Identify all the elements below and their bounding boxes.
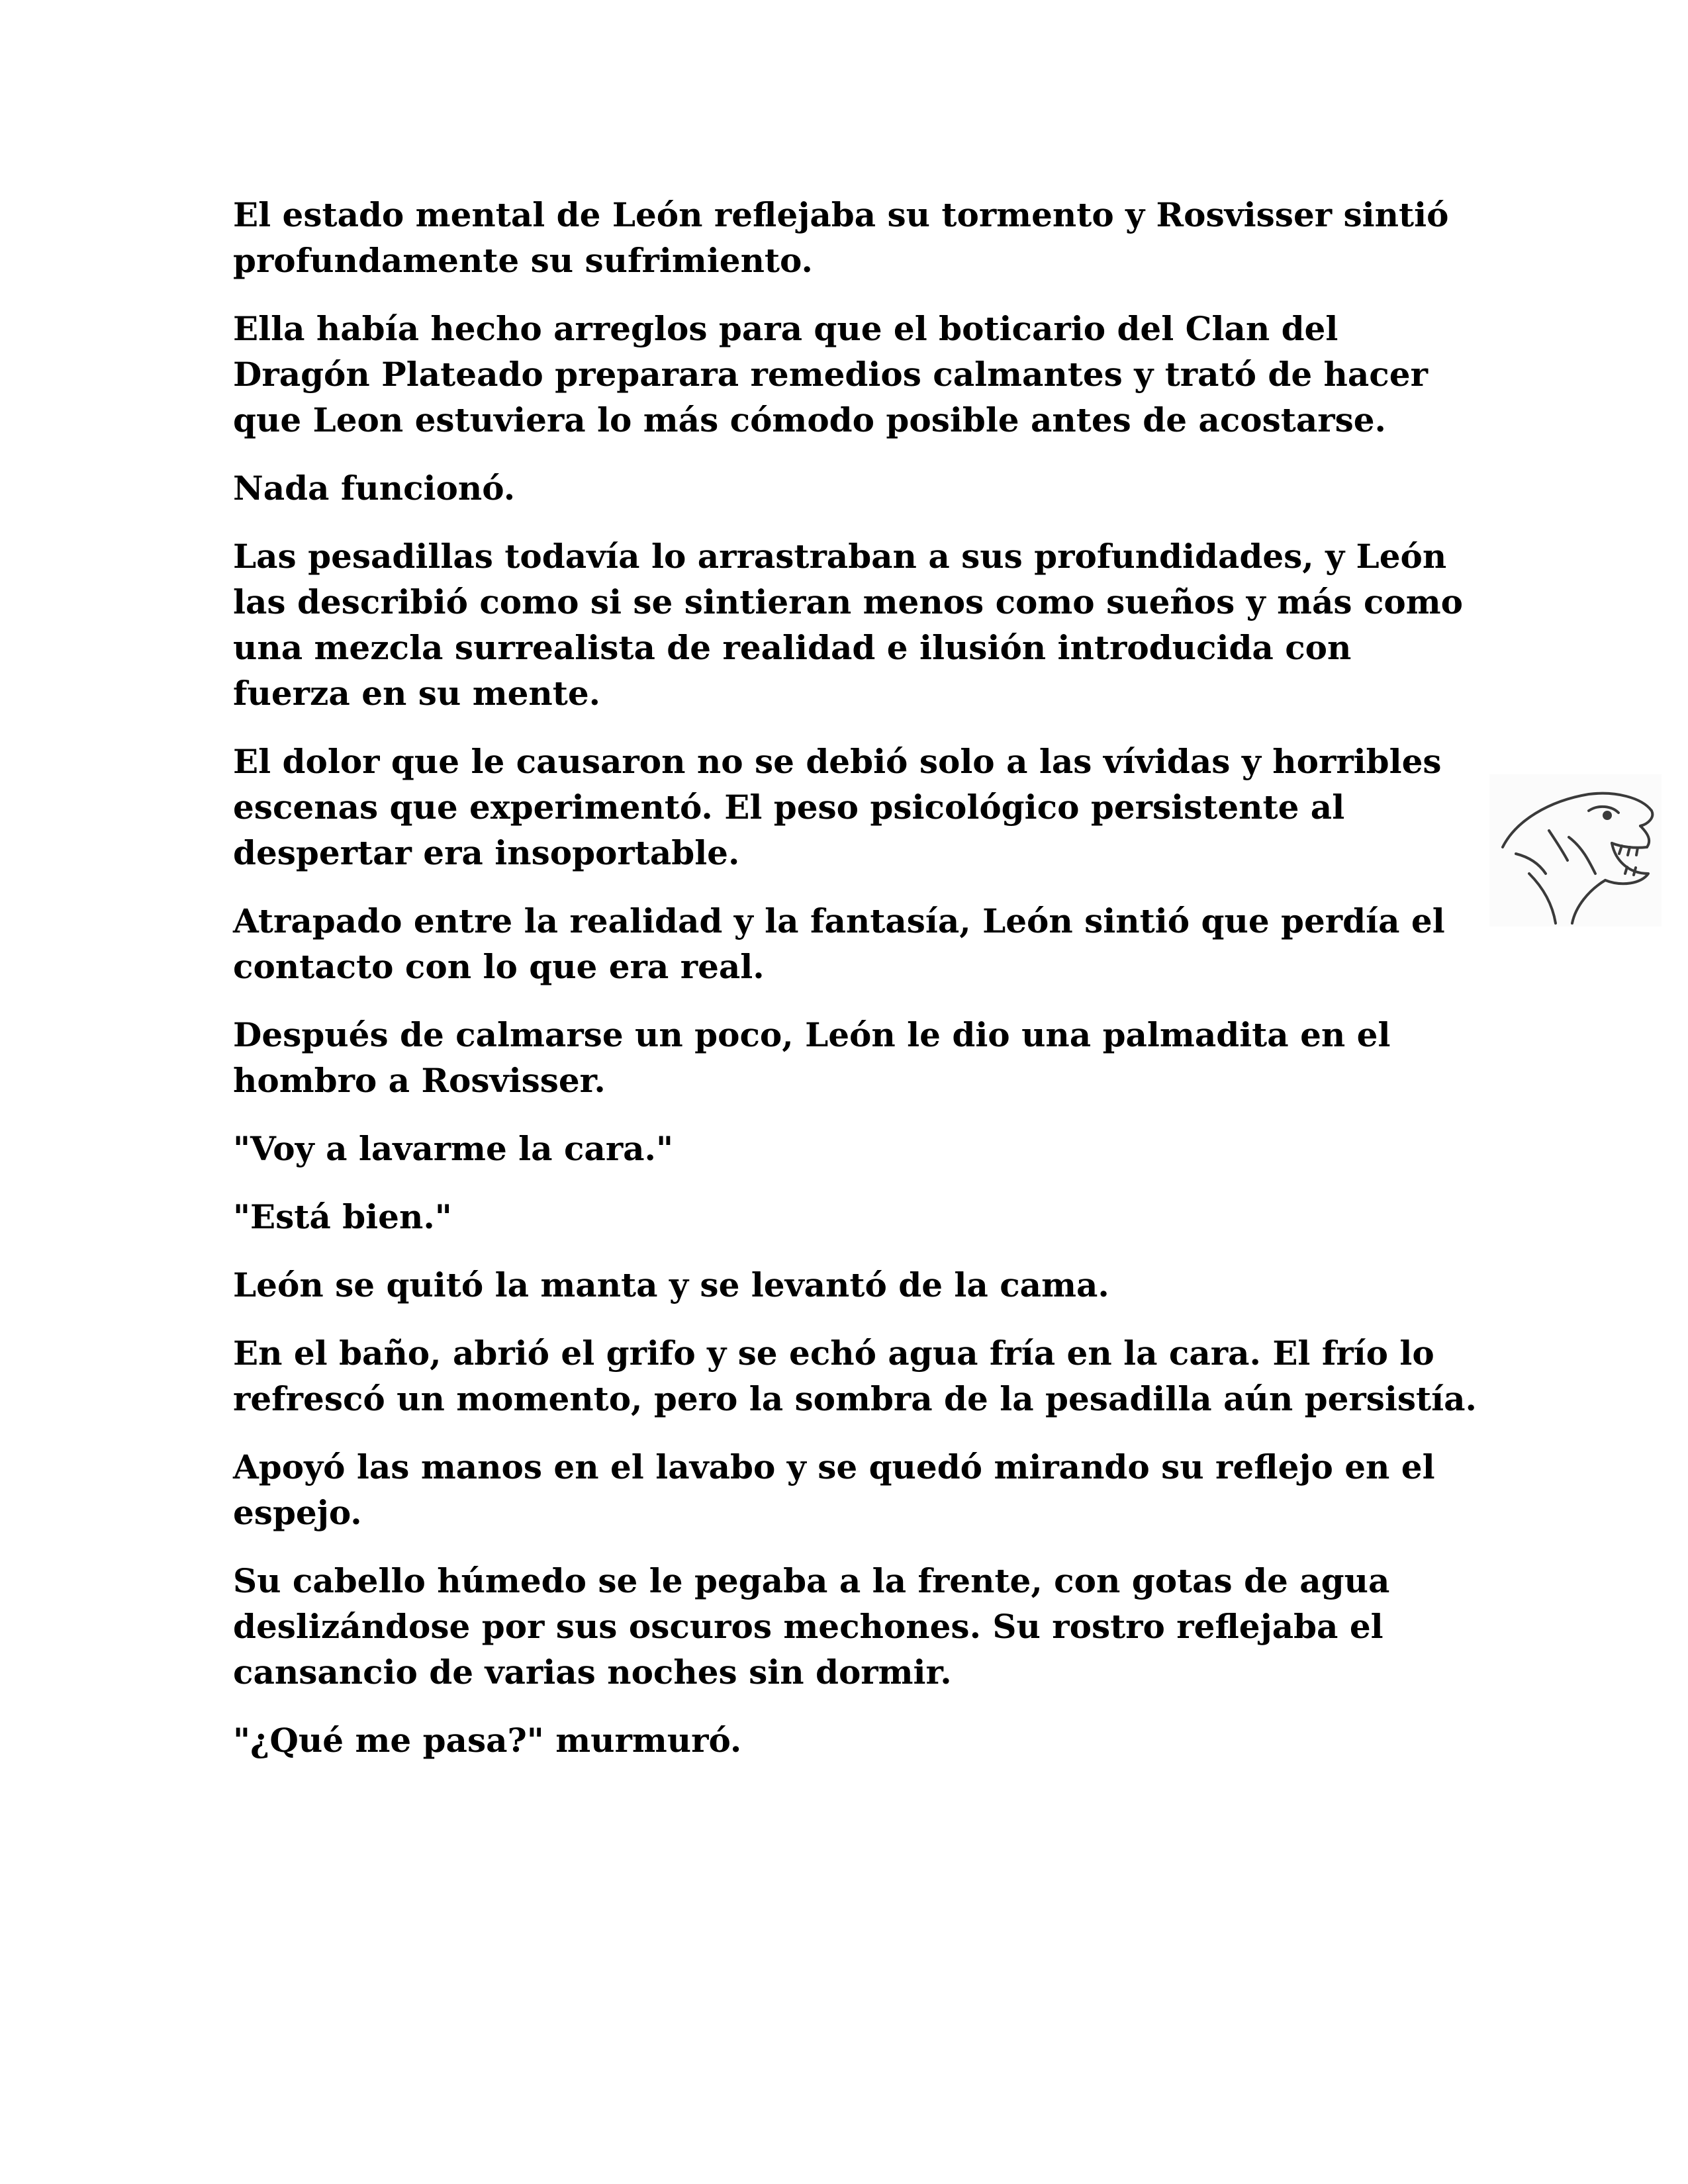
paragraph: En el baño, abrió el grifo y se echó agua fría en la cara. El frío lo refrescó un momento, pero la sombra de la pesadilla aún persistía. [233, 1334, 1477, 1418]
paragraph: Nada funcionó. [233, 469, 516, 508]
paragraph: León se quitó la manta y se levantó de la cama. [233, 1265, 1109, 1304]
paragraph: Las pesadillas todavía lo arrastraban a sus profundidades, y León las describió como si se sintieran menos como sueños y más como una mezcla surrealista de realidad e ilusión introducida con fuerza en su mente. [233, 537, 1464, 713]
body-text [233, 192, 1477, 1786]
paragraph: Ella había hecho arreglos para que el boticario del Clan del Dragón Plateado preparara remedios calmantes y trató de hacer que Leon estuviera lo más cómodo posible antes de acostarse. [233, 309, 1428, 439]
paragraph: Atrapado entre la realidad y la fantasía, León sintió que perdía el contacto con lo que era real. [233, 901, 1445, 986]
paragraph: El estado mental de León reflejaba su tormento y Rosvisser sintió profundamente su sufrimiento. [233, 195, 1449, 280]
paragraph: Apoyó las manos en el lavabo y se quedó mirando su reflejo en el espejo. [233, 1447, 1435, 1532]
paragraph: Después de calmarse un poco, León le dio una palmadita en el hombro a Rosvisser. [233, 1015, 1391, 1100]
paragraph: El dolor que le causaron no se debió solo a las vívidas y horribles escenas que experimentó. El peso psicológico persistente al despertar era insoportable. [233, 742, 1442, 872]
dragon-head-sketch-icon [1489, 774, 1662, 927]
paragraph: "¿Qué me pasa?" murmuró. [233, 1721, 742, 1760]
paragraph: "Voy a lavarme la cara." [233, 1129, 674, 1168]
paragraph: "Está bien." [233, 1197, 452, 1236]
paragraph: Su cabello húmedo se le pegaba a la frente, con gotas de agua deslizándose por sus oscuros mechones. Su rostro reflejaba el cansancio de varias noches sin dormir. [233, 1561, 1390, 1692]
